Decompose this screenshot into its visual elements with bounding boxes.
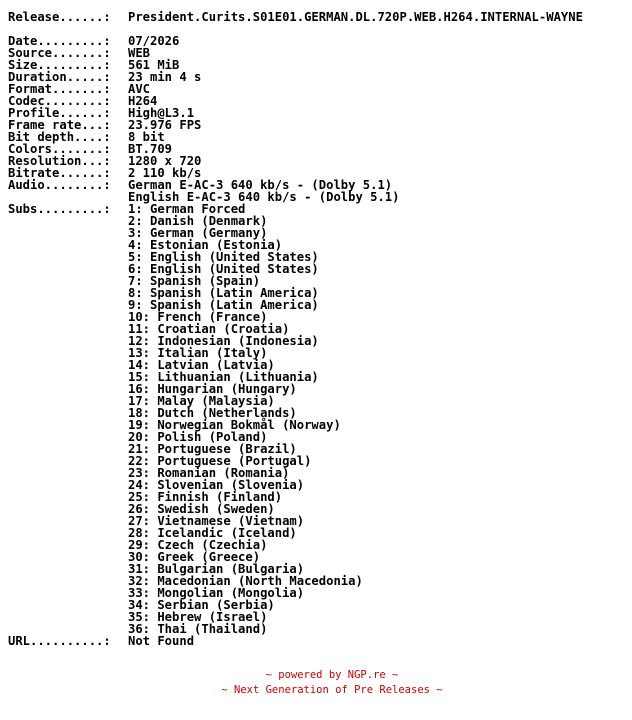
info-row-value: 07/2026 — [128, 34, 180, 48]
info-row-value: H264 — [128, 94, 158, 108]
subtitle-track-row — [8, 575, 628, 587]
subtitle-track-row-value: 19: Norwegian Bokmål (Norway) — [128, 418, 341, 432]
subtitle-track-row — [8, 347, 628, 359]
info-row-label: Size.........: — [8, 58, 119, 72]
subtitle-track-row-value: 6: English (United States) — [128, 262, 319, 276]
subtitle-track-row — [8, 263, 628, 275]
info-row-label: Duration.....: — [8, 70, 119, 84]
subtitle-track-row-value: 35: Hebrew (Israel) — [128, 610, 268, 624]
info-row-value: 1280 x 720 — [128, 154, 202, 168]
subtitle-track-row-value: 14: Latvian (Latvia) — [128, 358, 275, 372]
subtitle-track-row-value: 22: Portuguese (Portugal) — [128, 454, 312, 468]
subtitle-track-row-label: Subs.........: — [8, 202, 119, 216]
subtitle-track-row — [8, 611, 628, 623]
subtitle-track-row-value: 33: Mongolian (Mongolia) — [128, 586, 305, 600]
subtitle-track-row-value: 4: Estonian (Estonia) — [128, 238, 283, 252]
info-row-value: 23.976 FPS — [128, 118, 202, 132]
audio-tracks — [8, 179, 628, 203]
info-row-value: 8 bit — [128, 130, 165, 144]
subtitle-track-row-value: 21: Portuguese (Brazil) — [128, 442, 297, 456]
subtitle-track-row-value: 24: Slovenian (Slovenia) — [128, 478, 305, 492]
subtitle-track-row — [8, 431, 628, 443]
media-info-fields — [8, 35, 628, 179]
subtitle-track-row — [8, 383, 628, 395]
subtitle-track-row — [8, 551, 628, 563]
nfo-text-block — [8, 11, 628, 647]
subtitle-track-row-value: 34: Serbian (Serbia) — [128, 598, 275, 612]
url-row — [8, 635, 628, 647]
subtitle-track-row-value: 5: English (United States) — [128, 250, 319, 264]
info-row-label: Resolution...: — [8, 154, 119, 168]
info-row-label: Bitrate......: — [8, 166, 119, 180]
subtitle-track-row — [8, 491, 628, 503]
subtitle-track-row — [8, 539, 628, 551]
audio-track-row-value: German E-AC-3 640 kb/s - (Dolby 5.1) — [128, 178, 393, 192]
info-row-label: Format.......: — [8, 82, 119, 96]
subtitle-track-row — [8, 443, 628, 455]
subtitle-track-row-value: 28: Icelandic (Iceland) — [128, 526, 297, 540]
subtitle-track-row — [8, 503, 628, 515]
subtitle-track-row-value: 30: Greek (Greece) — [128, 550, 261, 564]
info-row-label: Frame rate...: — [8, 118, 119, 132]
subtitle-track-row — [8, 467, 628, 479]
info-row-label: Source.......: — [8, 46, 119, 60]
info-row-value: AVC — [128, 82, 151, 96]
subtitle-track-row-value: 8: Spanish (Latin America) — [128, 286, 319, 300]
info-row-value: High@L3.1 — [128, 106, 195, 120]
subtitle-track-row-value: 25: Finnish (Finland) — [128, 490, 283, 504]
subtitle-track-row — [8, 335, 628, 347]
release-row — [8, 11, 628, 23]
release-name: President.Curits.S01E01.GERMAN.DL.720P.WEB.H264.INTERNAL-WAYNE — [128, 10, 583, 24]
subtitle-track-row — [8, 227, 628, 239]
info-row-value: 2 110 kb/s — [128, 166, 202, 180]
subtitle-track-row — [8, 299, 628, 311]
info-row-value: 561 MiB — [128, 58, 180, 72]
subtitle-track-row-value: 2: Danish (Denmark) — [128, 214, 268, 228]
footer-tagline: ~ Next Generation of Pre Releases ~ — [221, 684, 443, 696]
subtitle-track-row-value: 17: Malay (Malaysia) — [128, 394, 275, 408]
subtitle-track-row — [8, 515, 628, 527]
url-label: URL..........: — [8, 634, 119, 648]
subtitle-track-row — [8, 587, 628, 599]
subtitle-track-row — [8, 479, 628, 491]
subtitle-track-row-value: 10: French (France) — [128, 310, 268, 324]
subtitle-tracks — [8, 203, 628, 635]
subtitle-track-row — [8, 599, 628, 611]
info-row-label: Profile......: — [8, 106, 119, 120]
info-row-label: Bit depth....: — [8, 130, 119, 144]
subtitle-track-row-value: 18: Dutch (Netherlands) — [128, 406, 297, 420]
info-row-label: Codec........: — [8, 94, 119, 108]
subtitle-track-row-value: 16: Hungarian (Hungary) — [128, 382, 297, 396]
subtitle-track-row-value: 11: Croatian (Croatia) — [128, 322, 290, 336]
subtitle-track-row-value: 36: Thai (Thailand) — [128, 622, 268, 636]
subtitle-track-row — [8, 419, 628, 431]
subtitle-track-row — [8, 215, 628, 227]
audio-track-row-value: English E-AC-3 640 kb/s - (Dolby 5.1) — [128, 190, 400, 204]
subtitle-track-row-value: 29: Czech (Czechia) — [128, 538, 268, 552]
release-label: Release......: — [8, 10, 119, 24]
subtitle-track-row-value: 31: Bulgarian (Bulgaria) — [128, 562, 305, 576]
footer-powered-by: ~ powered by NGP.re ~ — [265, 669, 399, 681]
subtitle-track-row-value: 32: Macedonian (North Macedonia) — [128, 574, 363, 588]
url-value: Not Found — [128, 634, 195, 648]
subtitle-track-row-value: 15: Lithuanian (Lithuania) — [128, 370, 319, 384]
subtitle-track-row — [8, 371, 628, 383]
info-row-value: WEB — [128, 46, 151, 60]
subtitle-track-row — [8, 311, 628, 323]
subtitle-track-row — [8, 527, 628, 539]
subtitle-track-row — [8, 395, 628, 407]
subtitle-track-row-value: 9: Spanish (Latin America) — [128, 298, 319, 312]
audio-track-row-label: Audio........: — [8, 178, 119, 192]
subtitle-track-row-value: 20: Polish (Poland) — [128, 430, 268, 444]
subtitle-track-row-value: 27: Vietnamese (Vietnam) — [128, 514, 305, 528]
subtitle-track-row — [8, 203, 628, 215]
subtitle-track-row-value: 13: Italian (Italy) — [128, 346, 268, 360]
info-row-value: BT.709 — [128, 142, 173, 156]
info-row-value: 23 min 4 s — [128, 70, 202, 84]
info-row-label: Date.........: — [8, 34, 119, 48]
subtitle-track-row-value: 7: Spanish (Spain) — [128, 274, 261, 288]
subtitle-track-row-value: 12: Indonesian (Indonesia) — [128, 334, 319, 348]
subtitle-track-row-value: 23: Romanian (Romania) — [128, 466, 290, 480]
subtitle-track-row — [8, 455, 628, 467]
subtitle-track-row-value: 26: Swedish (Sweden) — [128, 502, 275, 516]
subtitle-track-row-value: 3: German (Germany) — [128, 226, 268, 240]
subtitle-track-row-value: 1: German Forced — [128, 202, 246, 216]
info-row-label: Colors.......: — [8, 142, 119, 156]
